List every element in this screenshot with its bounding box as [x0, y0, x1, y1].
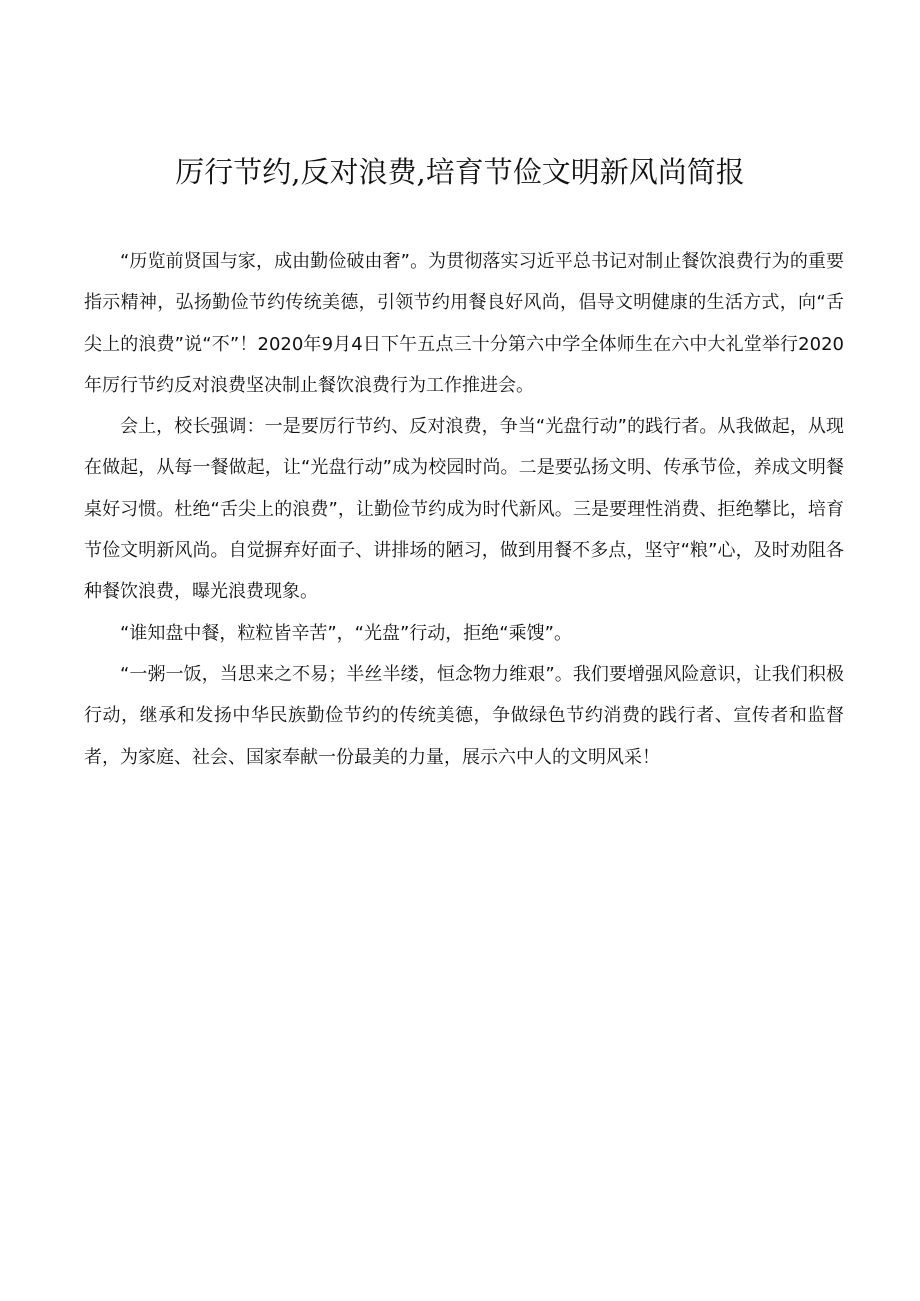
- document-title: 厉行节约,反对浪费,培育节俭文明新风尚简报: [175, 155, 745, 189]
- paragraph-intro: “历览前贤国与家，成由勤俭破由奢”。为贯彻落实习近平总书记对制止餐饮浪费行为的重要指示精神，弘扬勤俭节约传统美德，引领节约用餐良好风尚，倡导文明健康的生活方式，向“舌尖上的浪费”说“不”！2020年9月4日下午五点三十分第六中学全体师生在六中大礼堂举行2020年厉行节约反对浪费坚决制止餐饮浪费行为工作推进会。: [84, 251, 844, 396]
- document-body: [84, 241, 844, 778]
- paragraph-slogan: “谁知盘中餐，粒粒皆辛苦”，“光盘”行动，拒绝“乘馊”。: [120, 622, 572, 644]
- paragraph-principal-remarks: 会上，校长强调：一是要厉行节约、反对浪费，争当“光盘行动”的践行者。从我做起，从现在做起，从每一餐做起，让“光盘行动”成为校园时尚。二是要弘扬文明、传承节俭，养成文明餐桌好习惯。杜绝“舌尖上的浪费”，让勤俭节约成为时代新风。三是要理性消费、拒绝攀比，培育节俭文明新风尚。自觉摒弃好面子、讲排场的陋习，做到用餐不多点，坚守“粮”心，及时劝阻各种餐饮浪费，曝光浪费现象。: [84, 416, 844, 603]
- paragraph-closing: “一粥一饭，当思来之不易；半丝半缕，恒念物力维艰”。我们要增强风险意识，让我们积极行动，继承和发扬中华民族勤俭节约的传统美德，争做绿色节约消费的践行者、宣传者和监督者，为家庭、社会、国家奉献一份最美的力量，展示六中人的文明风采！: [84, 663, 844, 768]
